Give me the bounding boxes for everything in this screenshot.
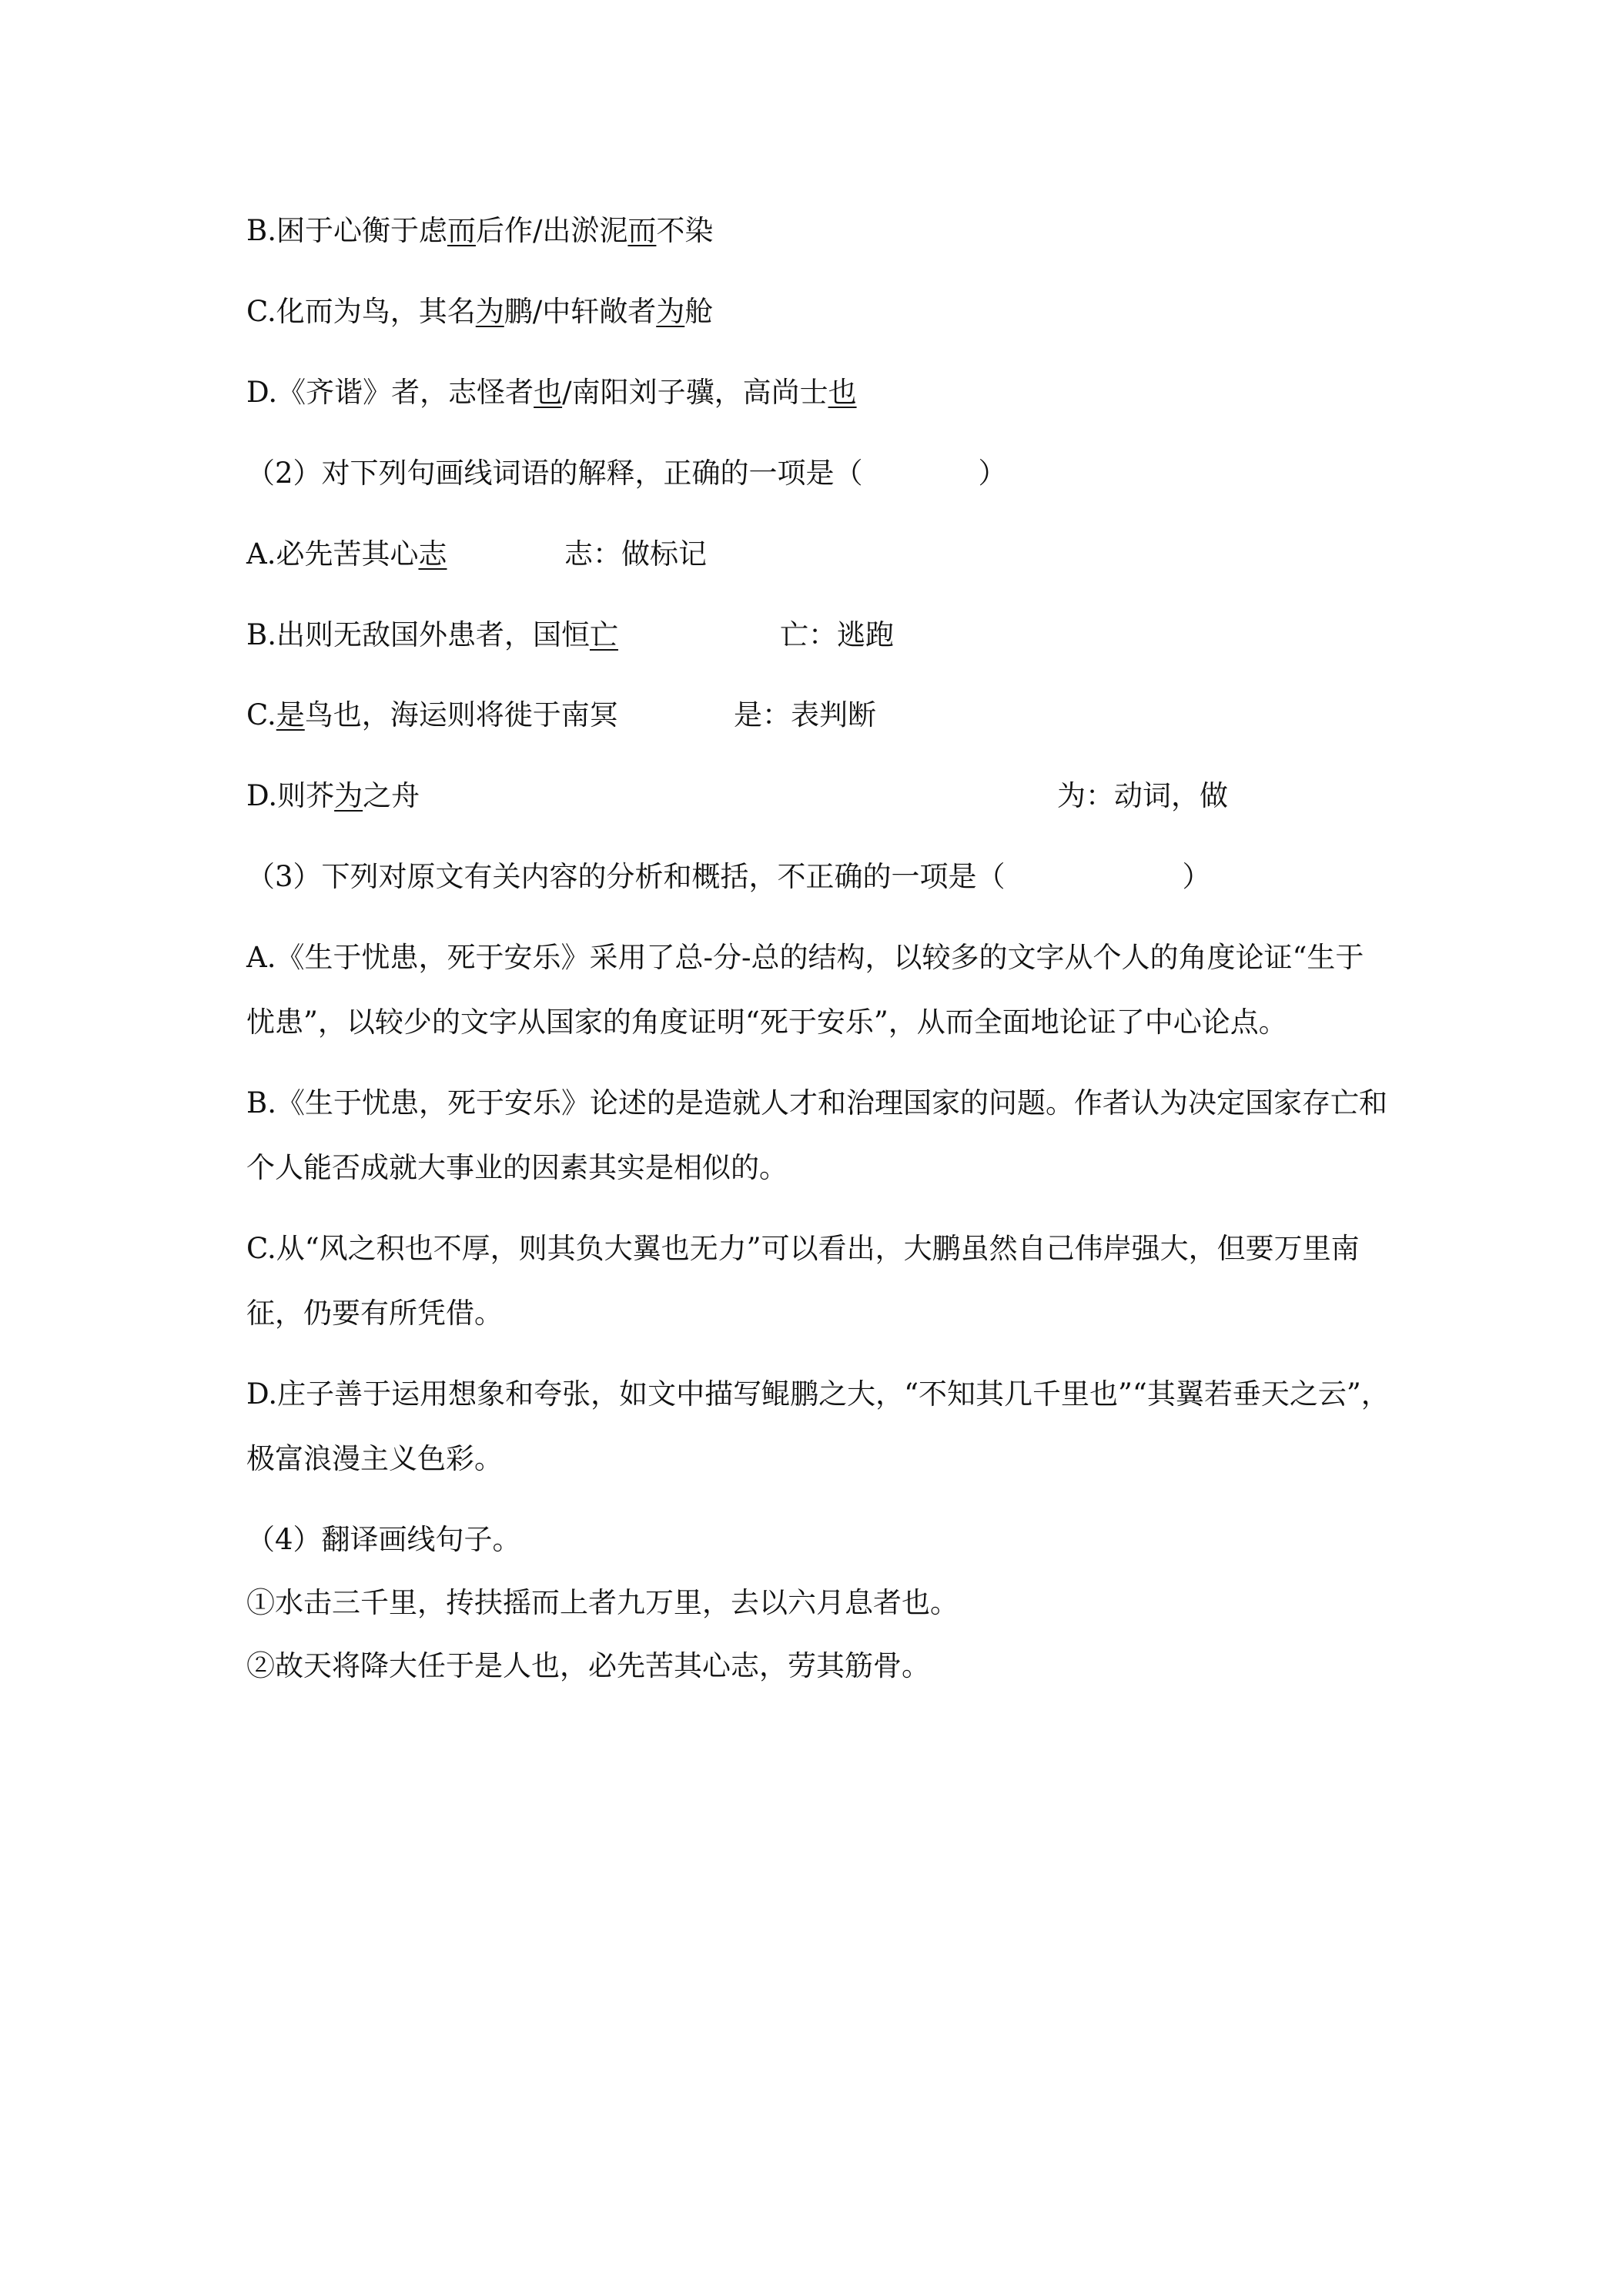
question-4: （4）翻译画线句子。 xyxy=(246,1523,521,1556)
option-text: D.则芥 xyxy=(246,779,335,812)
option-1d xyxy=(246,376,857,410)
underlined-word: 而 xyxy=(627,214,657,247)
option-text: B.困于心衡于虑 xyxy=(246,214,447,247)
option-3a-line2: 忧患”，以较少的文字从国家的角度证明“死于安乐”，从而全面地论证了中心论点。 xyxy=(246,1006,1287,1039)
option-text: 不染 xyxy=(656,214,714,247)
option-1c xyxy=(246,295,713,329)
option-2d xyxy=(246,779,1478,813)
option-2a xyxy=(246,537,1478,571)
underlined-word: 志 xyxy=(418,537,447,571)
option-1b xyxy=(246,214,713,248)
question-close: ） xyxy=(978,457,1007,490)
underlined-word: 是 xyxy=(276,698,305,731)
option-explanation: 是：表判断 xyxy=(734,698,876,731)
option-text: B.出则无敌国外患者，国恒 xyxy=(246,618,590,651)
underlined-word: 为 xyxy=(475,295,504,328)
option-3d-line1: D.庄子善于运用想象和夸张，如文中描写鲲鹏之大，“不知其几千里也”“其翼若垂天之云”， xyxy=(246,1377,1390,1411)
translate-sentence-2: ②故天将降大任于是人也，必先苦其心志，劳其筋骨。 xyxy=(246,1649,930,1682)
question-text: （3）下列对原文有关内容的分析和概括，不正确的一项是（ xyxy=(246,860,1006,893)
underlined-word: 也 xyxy=(534,376,563,409)
translate-sentence-1: ①水击三千里，抟扶摇而上者九万里，去以六月息者也。 xyxy=(246,1586,959,1619)
option-2b xyxy=(246,618,1478,652)
option-text: 鹏/中轩敞者 xyxy=(504,295,657,328)
option-3c-line2: 征，仍要有所凭借。 xyxy=(246,1297,503,1330)
question-text: （2）对下列句画线词语的解释，正确的一项是（ xyxy=(246,457,863,490)
underlined-word: 也 xyxy=(828,376,857,409)
option-3b-line2: 个人能否成就大事业的因素其实是相似的。 xyxy=(246,1151,788,1184)
option-text: 舱 xyxy=(684,295,714,328)
option-3b-line1: B.《生于忧患，死于安乐》论述的是造就人才和治理国家的问题。作者认为决定国家存亡和 xyxy=(246,1086,1387,1120)
option-text: /南阳刘子骥，高尚士 xyxy=(562,376,828,409)
option-text: 之舟 xyxy=(363,779,420,812)
option-text: C.化而为鸟，其名 xyxy=(246,295,476,328)
underlined-word: 为 xyxy=(334,779,363,812)
option-text: A.必先苦其心 xyxy=(246,537,419,571)
underlined-word: 亡 xyxy=(589,618,618,651)
option-text: C. xyxy=(246,698,276,731)
option-explanation: 志：做标记 xyxy=(564,537,707,571)
option-explanation: 亡：逃跑 xyxy=(780,618,894,651)
question-2 xyxy=(246,457,1007,490)
option-text: 后作/出淤泥 xyxy=(475,214,628,247)
option-text: D.《齐谐》者，志怪者 xyxy=(246,376,534,409)
option-3c-line1: C.从“风之积也不厚，则其负大翼也无力”可以看出，大鹏虽然自己伟岸强大，但要万里南 xyxy=(246,1232,1360,1265)
question-close: ） xyxy=(1182,860,1211,893)
question-3 xyxy=(246,860,1211,894)
option-3a-line1: A.《生于忧患，死于安乐》采用了总-分-总的结构，以较多的文字从个人的角度论证“生于 xyxy=(246,941,1364,974)
option-3d-line2: 极富浪漫主义色彩。 xyxy=(246,1442,503,1475)
underlined-word: 为 xyxy=(656,295,685,328)
option-explanation: 为：动词，做 xyxy=(1057,779,1228,812)
underlined-word: 而 xyxy=(447,214,476,247)
option-text: 鸟也，海运则将徙于南冥 xyxy=(304,698,618,731)
option-2c xyxy=(246,698,1478,732)
